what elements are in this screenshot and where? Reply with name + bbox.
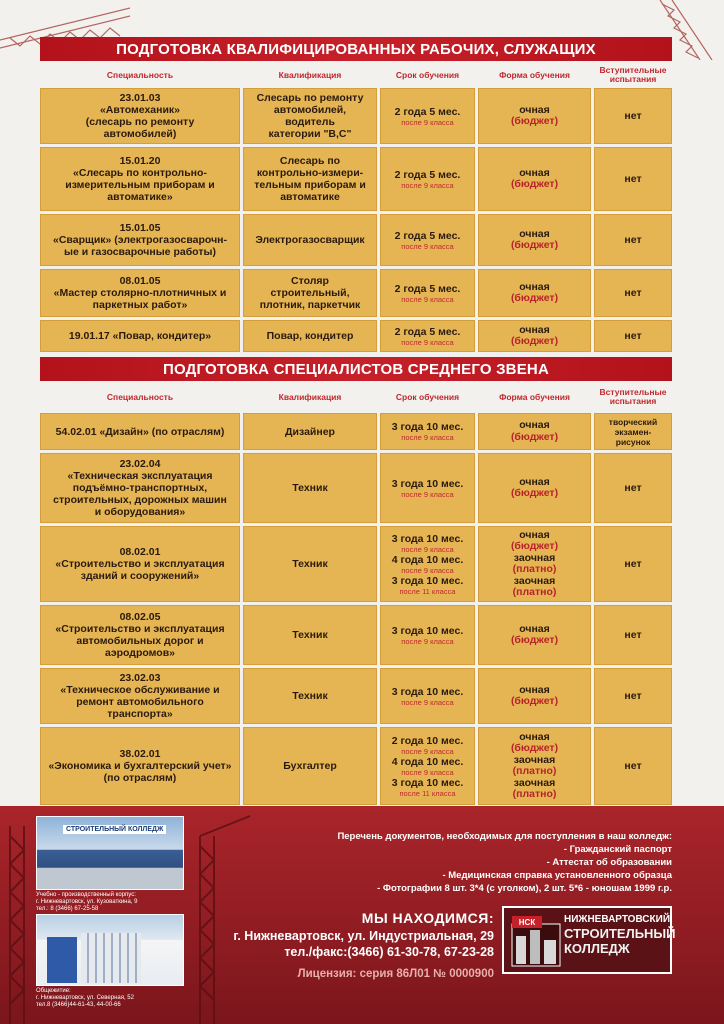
study-form-value: заочная [513, 753, 556, 766]
duration-cell [380, 453, 475, 523]
duration-value: 3 года 10 мес. [391, 624, 464, 637]
study-form-cell [478, 88, 591, 144]
study-form-value: очная [519, 419, 550, 431]
qualification-cell: Электрогазосварщик [243, 214, 377, 266]
header-specialty: Специальность [106, 69, 174, 80]
study-form-cell [478, 269, 591, 317]
duration-note: после 9 класса [401, 544, 454, 554]
specialty-cell: 08.02.01 «Строительство и эксплуатация зданий и сооружений» [40, 526, 240, 602]
dormitory-caption: Общежитие: г. Нижневартовск, ул. Северная, 52 тел.8 (3466)44-61-43, 44-00-66 [36, 988, 134, 1008]
study-form-value: очная [519, 103, 550, 116]
qualification-cell: Бухгалтер [243, 727, 377, 805]
study-form-cell [478, 526, 591, 602]
duration-note: после 9 класса [401, 180, 454, 190]
duration-note: после 9 класса [401, 565, 454, 575]
header-duration: Срок обучения [395, 391, 460, 402]
table-row [40, 526, 672, 602]
specialty-cell: 38.02.01 «Экономика и бухгалтерский учет» (по отраслям) [40, 727, 240, 805]
qualification-cell: Техник [243, 668, 377, 724]
duration-cell [380, 269, 475, 317]
study-form-note: (бюджет) [510, 695, 559, 707]
phone-text: тел./факс:(3466) 61-30-78, 67-23-28 [284, 945, 494, 959]
documents-title: Перечень документов, необходимых для поступления в наш колледж: [337, 831, 672, 842]
header-study-form: Форма обучения [499, 69, 570, 80]
study-form-cell [478, 147, 591, 211]
entrance-exam-cell: нет [594, 214, 672, 266]
duration-value: 2 года 5 мес. [394, 168, 461, 181]
entrance-exam-cell: нет [594, 727, 672, 805]
document-item: - Фотографии 8 шт. 3*4 (с уголком), 2 шт. 5*6 - юношам 1999 г.р. [377, 883, 672, 894]
specialty-cell: 23.02.03 «Техническое обслуживание и ремонт автомобильного транспорта» [40, 668, 240, 724]
entrance-exam-cell: нет [594, 320, 672, 352]
duration-note: после 9 класса [401, 697, 454, 707]
qualification-cell: Слесарь по контрольно-измери- тельным приборам и автоматике [243, 147, 377, 211]
duration-cell [380, 147, 475, 211]
building-caption: Учебно - производственный корпус: г. Нижневартовск, ул. Кузоваткина, 9 тел.: 8 (3466) 67-25-58 [36, 892, 138, 912]
specialty-cell: 54.02.01 «Дизайн» (по отраслям) [40, 413, 240, 450]
study-form-cell [478, 668, 591, 724]
table-row [40, 320, 672, 352]
qualification-cell: Техник [243, 526, 377, 602]
entrance-exam-cell: нет [594, 526, 672, 602]
specialty-cell: 08.02.05 «Строительство и эксплуатация автомобильных дорог и аэродромов» [40, 605, 240, 665]
dormitory-facade-shape [47, 937, 77, 983]
duration-note: после 9 класса [401, 294, 454, 304]
duration-cell [380, 413, 475, 450]
specialty-cell: 08.01.05 «Мастер столярно-плотничных и паркетных работ» [40, 269, 240, 317]
entrance-exam-cell: творческий экзамен-рисунок [594, 413, 672, 450]
study-form-cell [478, 214, 591, 266]
duration-value: 3 года 10 мес. [391, 685, 464, 698]
duration-value: 3 года 10 мес. [391, 574, 464, 587]
duration-value: 3 года 10 мес. [391, 421, 464, 433]
study-form-note: (платно) [512, 563, 557, 575]
logo-line1: НИЖНЕВАРТОВСКИЙ [564, 914, 671, 925]
table-row [40, 605, 672, 665]
section1-title: ПОДГОТОВКА КВАЛИФИЦИРОВАННЫХ РАБОЧИХ, СЛУЖАЩИХ [40, 37, 672, 61]
duration-note: после 9 класса [401, 636, 454, 646]
duration-note: после 9 класса [401, 337, 454, 347]
study-form-cell [478, 453, 591, 523]
study-form-note: (бюджет) [510, 634, 559, 646]
document-item: - Аттестат об образовании [546, 857, 672, 868]
document-item: - Медицинская справка установленного образца [442, 870, 672, 881]
specialty-cell: 23.01.03 «Автомеханик» (слесарь по ремонту автомобилей) [40, 88, 240, 144]
documents-list [252, 830, 672, 895]
table-row [40, 727, 672, 805]
study-form-note: (бюджет) [510, 335, 559, 347]
logo-abbreviation: НСК [518, 918, 536, 927]
study-form-note: (бюджет) [510, 115, 559, 127]
entrance-exam-cell: нет [594, 668, 672, 724]
header-entrance-exams: Вступительные испытания [599, 65, 667, 84]
duration-note: после 9 класса [401, 117, 454, 127]
duration-cell [380, 727, 475, 805]
study-form-note: (бюджет) [510, 430, 559, 443]
table-row [40, 453, 672, 523]
section2-column-headers [40, 386, 672, 408]
duration-note: после 9 класса [401, 489, 454, 499]
logo-line2: СТРОИТЕЛЬНЫЙ [564, 926, 676, 941]
table-row [40, 668, 672, 724]
table-row [40, 413, 672, 450]
duration-cell [380, 526, 475, 602]
study-form-value: очная [519, 227, 550, 240]
study-form-value: очная [519, 166, 550, 179]
specialty-cell: 19.01.17 «Повар, кондитер» [40, 320, 240, 352]
duration-value: 2 года 5 мес. [394, 325, 461, 338]
dormitory-windows-shape [81, 933, 141, 983]
study-form-value: очная [519, 683, 550, 696]
study-form-cell [478, 605, 591, 665]
duration-note: после 9 класса [401, 746, 454, 756]
header-qualification: Квалификация [278, 391, 342, 402]
address-text: г. Нижневартовск, ул. Индустриальная, 29 [233, 929, 494, 943]
study-form-note: (бюджет) [510, 292, 559, 304]
duration-note: после 11 класса [399, 586, 456, 596]
study-form-value: очная [519, 730, 550, 743]
study-form-note: (бюджет) [510, 178, 559, 190]
table-row [40, 88, 672, 144]
duration-note: после 11 класса [399, 788, 456, 798]
qualification-cell: Дизайнер [243, 413, 377, 450]
footer [0, 806, 724, 1024]
college-logo-icon [510, 914, 562, 968]
qualification-cell: Техник [243, 605, 377, 665]
duration-value: 2 года 5 мес. [394, 229, 461, 242]
section2-title: ПОДГОТОВКА СПЕЦИАЛИСТОВ СРЕДНЕГО ЗВЕНА [40, 357, 672, 381]
study-form-value: очная [519, 622, 550, 635]
duration-value: 2 года 5 мес. [394, 105, 461, 118]
specialty-cell: 15.01.05 «Сварщик» (электрогазосварочн- ые и газосварочные работы) [40, 214, 240, 266]
study-form-value: заочная [513, 776, 556, 789]
study-form-value: очная [519, 280, 550, 293]
logo-line3: КОЛЛЕДЖ [564, 941, 630, 956]
specialty-cell: 23.02.04 «Техническая эксплуатация подъёмно-транспортных, строительных, дорожных машин и оборудования» [40, 453, 240, 523]
study-form-value: заочная [513, 551, 556, 564]
study-form-cell [478, 413, 591, 450]
study-form-cell [478, 320, 591, 352]
study-form-value: очная [519, 528, 550, 541]
duration-note: после 9 класса [401, 433, 454, 442]
table-row [40, 269, 672, 317]
college-logo [502, 906, 676, 974]
header-duration: Срок обучения [395, 69, 460, 80]
header-qualification: Квалификация [278, 69, 342, 80]
table-row [40, 214, 672, 266]
specialty-cell: 15.01.20 «Слесарь по контрольно- измерительным приборам и автоматике» [40, 147, 240, 211]
header-study-form: Форма обучения [499, 391, 570, 402]
section1-column-headers [40, 64, 672, 86]
entrance-exam-cell: нет [594, 88, 672, 144]
study-form-note: (бюджет) [510, 742, 559, 754]
duration-cell [380, 320, 475, 352]
duration-cell [380, 88, 475, 144]
entrance-exam-cell: нет [594, 605, 672, 665]
study-form-cell [478, 727, 591, 805]
study-form-value: заочная [513, 574, 556, 587]
duration-cell [380, 214, 475, 266]
qualification-cell: Столяр строительный, плотник, паркетчик [243, 269, 377, 317]
duration-value: 4 года 10 мес. [391, 755, 464, 768]
study-form-value: очная [519, 475, 550, 488]
study-form-note: (платно) [512, 765, 557, 777]
building-sign: СТРОИТЕЛЬНЫЙ КОЛЛЕДЖ [63, 825, 166, 834]
location-heading: МЫ НАХОДИМСЯ: [361, 910, 494, 926]
study-form-note: (платно) [512, 586, 557, 598]
table-row [40, 147, 672, 211]
duration-value: 3 года 10 мес. [391, 532, 464, 545]
study-form-value: очная [519, 323, 550, 336]
study-form-note: (бюджет) [510, 239, 559, 251]
duration-note: после 9 класса [401, 767, 454, 777]
contact-block [233, 928, 494, 960]
duration-value: 4 года 10 мес. [391, 553, 464, 566]
study-form-note: (бюджет) [510, 540, 559, 552]
duration-cell [380, 605, 475, 665]
duration-note: после 9 класса [401, 241, 454, 251]
duration-cell [380, 668, 475, 724]
header-entrance-exams: Вступительные испытания [599, 387, 667, 406]
duration-value: 3 года 10 мес. [391, 477, 464, 490]
duration-value: 3 года 10 мес. [391, 776, 464, 789]
license-text: Лицензия: серия 86Л01 № 0000900 [297, 968, 494, 980]
qualification-cell: Слесарь по ремонту автомобилей, водитель категории "В,С" [243, 88, 377, 144]
study-form-note: (платно) [512, 788, 557, 800]
qualification-cell: Повар, кондитер [243, 320, 377, 352]
entrance-exam-cell: нет [594, 453, 672, 523]
duration-value: 2 года 5 мес. [394, 282, 461, 295]
college-building-photo [36, 816, 184, 890]
dormitory-photo [36, 914, 184, 986]
header-specialty: Специальность [106, 391, 174, 402]
entrance-exam-cell: нет [594, 269, 672, 317]
qualification-cell: Техник [243, 453, 377, 523]
logo-text [564, 914, 676, 956]
document-item: - Гражданский паспорт [563, 844, 672, 855]
study-form-note: (бюджет) [510, 487, 559, 499]
entrance-exam-cell: нет [594, 147, 672, 211]
duration-value: 2 года 10 мес. [391, 734, 464, 747]
